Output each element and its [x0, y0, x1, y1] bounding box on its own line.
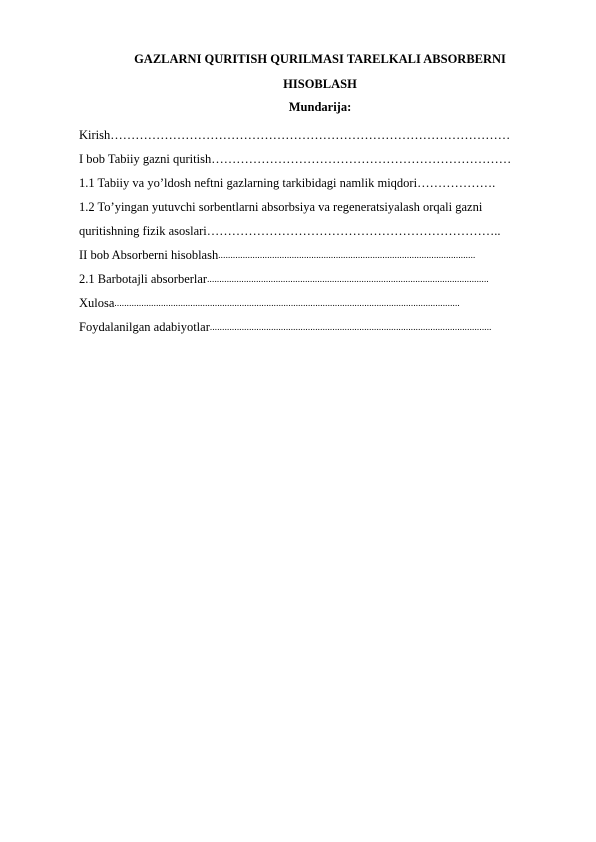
toc-item-section-1-1[interactable]	[79, 175, 563, 191]
toc-item-label: I bob Tabiiy gazni quritish	[79, 152, 212, 166]
toc-item-label: Kirish	[79, 128, 111, 142]
toc-item-label: quritishning fizik asoslari	[79, 224, 207, 238]
document-title-line-2: HISOBLASH	[283, 77, 357, 91]
toc-item-label: 1.1 Tabiiy va yo’ldosh neftni gazlarning tarkibidagi namlik miqdori	[79, 176, 418, 190]
toc-item-leader: ……………….	[417, 176, 496, 190]
toc-item-label: II bob Absorberni hisoblash	[79, 248, 219, 262]
toc-item-chapter-1[interactable]	[79, 151, 563, 167]
toc-item-section-1-2-continued[interactable]	[79, 223, 563, 239]
toc-item-section-1-2[interactable]	[79, 199, 563, 215]
toc-item-section-2-1[interactable]	[79, 271, 563, 287]
toc-item-label: 2.1 Barbotajli absorberlar	[79, 272, 208, 286]
toc-item-leader: ...................................................................................................................	[207, 274, 489, 284]
toc-item-leader: ……………………………………………………………………………………	[110, 128, 511, 142]
toc-item-leader: ...................................................................................................................	[209, 322, 492, 332]
toc-item-leader: .........................................................................................................	[218, 250, 476, 260]
table-of-contents-heading: Mundarija:	[288, 100, 352, 114]
toc-item-leader: ……………………………………………………………..	[206, 224, 501, 238]
toc-item-label: 1.2 To’yingan yutuvchi sorbentlarni absorbsiya va regeneratsiyalash orqali gazni	[79, 200, 483, 214]
toc-item-kirish[interactable]	[79, 127, 563, 143]
toc-item-leader: ………………………………………………………………	[211, 152, 512, 166]
toc-item-adabiyotlar[interactable]	[79, 319, 563, 335]
toc-item-label: Foydalanilgan adabiyotlar	[79, 320, 210, 334]
toc-item-label: Xulosa	[79, 296, 115, 310]
toc-item-chapter-2[interactable]	[79, 247, 563, 263]
toc-item-leader: .............................................................................................................................................	[114, 298, 460, 308]
toc-item-xulosa[interactable]	[79, 295, 563, 311]
document-title-line-1: GAZLARNI QURITISH QURILMASI TARELKALI ABSORBERNI	[134, 52, 506, 66]
